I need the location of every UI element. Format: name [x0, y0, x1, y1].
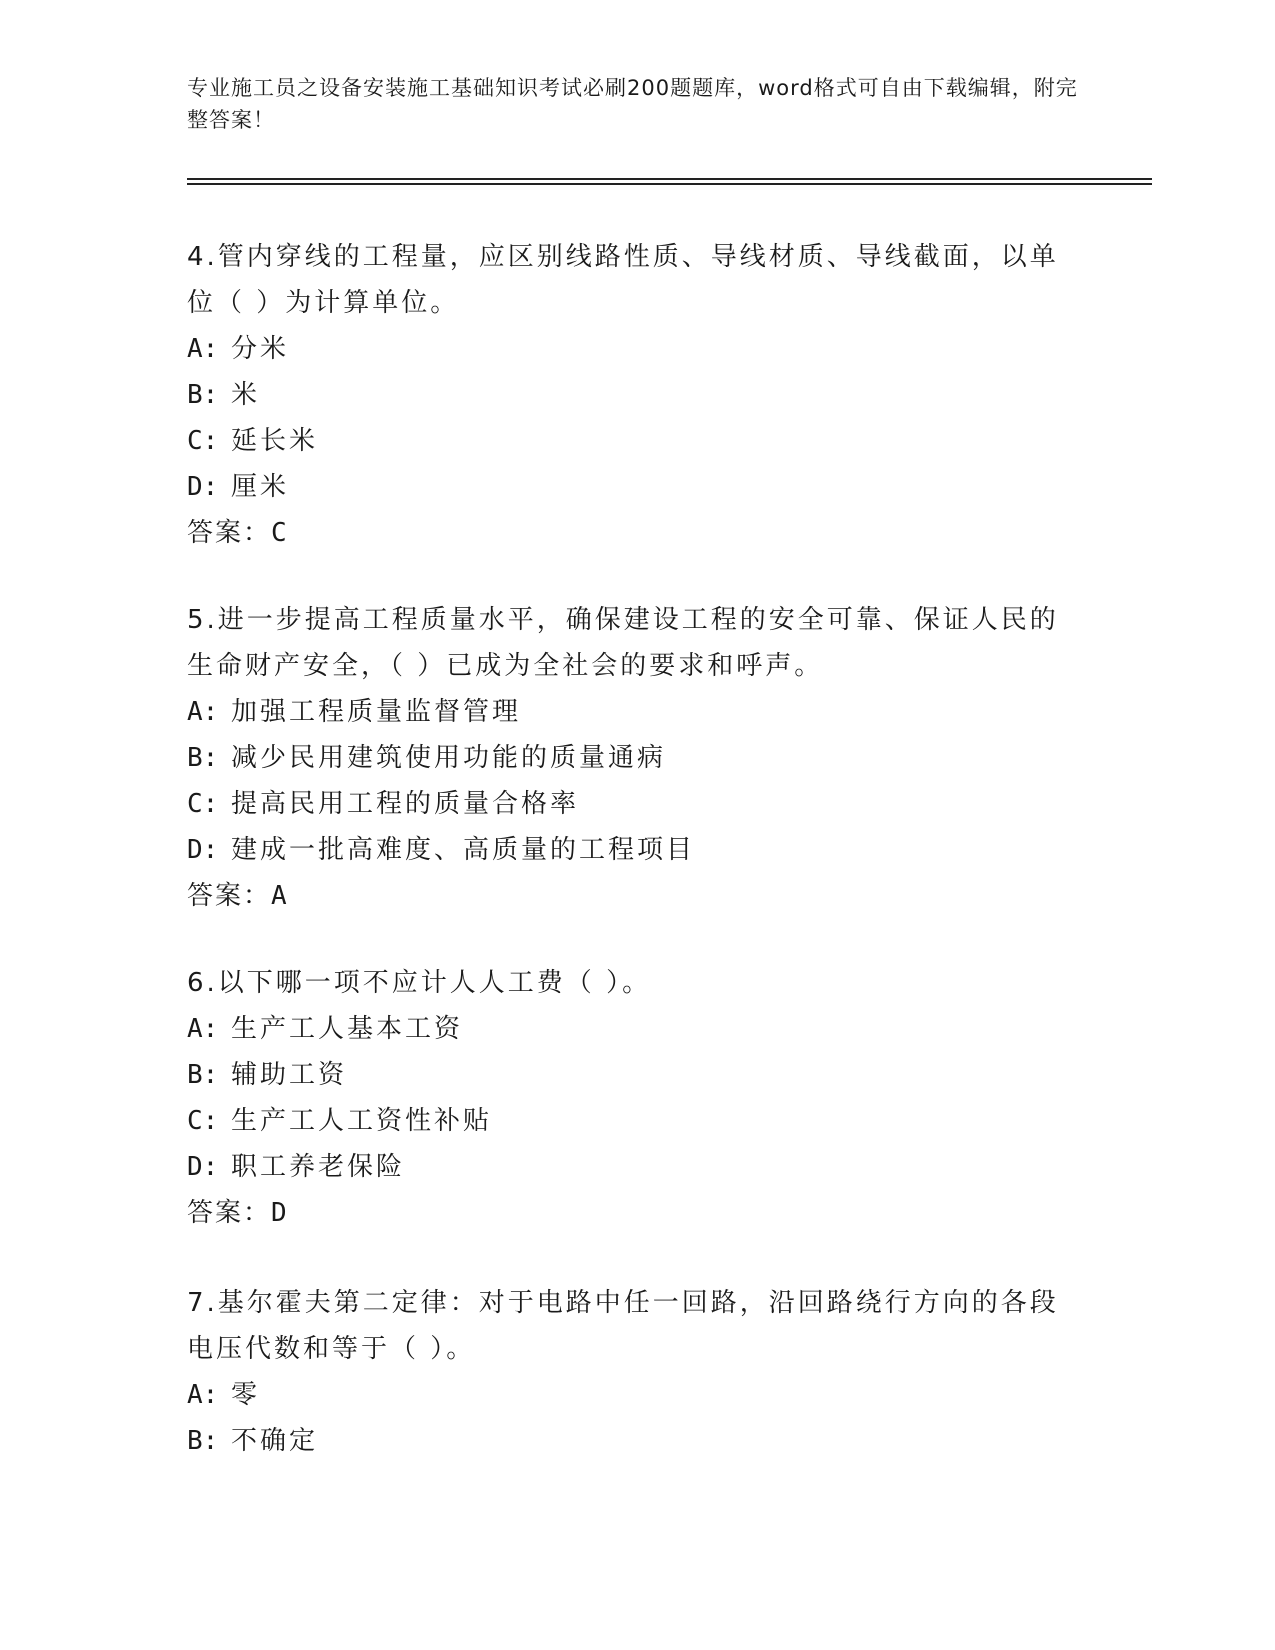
option-letter: A:	[187, 1380, 219, 1410]
option-a	[187, 1006, 1087, 1052]
option-text: 生产工人工资性补贴	[231, 1106, 493, 1136]
document-header-title: 专业施工员之设备安装施工基础知识考试必刷200题题库，word格式可自由下载编辑，附完整答案！	[187, 76, 1078, 132]
option-text: 零	[231, 1380, 261, 1410]
answer-value: A	[271, 881, 287, 911]
option-letter: B:	[187, 380, 219, 410]
answer-value: C	[271, 518, 287, 548]
answer-line	[187, 873, 1087, 919]
option-letter: A:	[187, 1014, 219, 1044]
question-6	[187, 960, 1087, 1236]
option-letter: B:	[187, 743, 219, 773]
answer-label: 答案：	[187, 1198, 272, 1228]
option-b	[187, 1418, 1087, 1464]
option-c	[187, 1098, 1087, 1144]
option-d	[187, 827, 1087, 873]
option-a	[187, 689, 1087, 735]
option-text: 生产工人基本工资	[231, 1014, 464, 1044]
header-divider-bottom	[187, 183, 1152, 185]
option-text: 延长米	[231, 426, 319, 456]
option-text: 建成一批高难度、高质量的工程项目	[231, 835, 696, 865]
option-letter: C:	[187, 1106, 219, 1136]
option-letter: D:	[187, 1152, 219, 1182]
option-text: 厘米	[231, 472, 290, 502]
option-b	[187, 735, 1087, 781]
option-d	[187, 464, 1087, 510]
option-d	[187, 1144, 1087, 1190]
answer-value: D	[271, 1198, 287, 1228]
option-text: 辅助工资	[231, 1060, 348, 1090]
option-b	[187, 1052, 1087, 1098]
option-text: 不确定	[231, 1426, 319, 1456]
question-stem: 7.基尔霍夫第二定律：对于电路中任一回路，沿回路绕行方向的各段电压代数和等于（ ）。	[187, 1288, 1059, 1364]
option-letter: D:	[187, 472, 219, 502]
option-letter: B:	[187, 1060, 219, 1090]
question-stem: 4.管内穿线的工程量，应区别线路性质、导线材质、导线截面，以单位（ ）为计算单位。	[187, 242, 1059, 318]
option-letter: D:	[187, 835, 219, 865]
answer-label: 答案：	[187, 881, 272, 911]
option-letter: C:	[187, 789, 219, 819]
question-5	[187, 597, 1087, 919]
question-stem: 6.以下哪一项不应计人人工费（ ）。	[187, 968, 652, 998]
option-a	[187, 326, 1087, 372]
question-4	[187, 234, 1087, 556]
question-7	[187, 1280, 1087, 1464]
option-letter: A:	[187, 334, 219, 364]
option-letter: B:	[187, 1426, 219, 1456]
question-stem: 5.进一步提高工程质量水平，确保建设工程的安全可靠、保证人民的生命财产安全，（ ）已成为全社会的要求和呼声。	[187, 605, 1059, 681]
answer-label: 答案：	[187, 518, 272, 548]
option-text: 提高民用工程的质量合格率	[231, 789, 580, 819]
option-text: 加强工程质量监督管理	[231, 697, 522, 727]
option-a	[187, 1372, 1087, 1418]
answer-line	[187, 510, 1087, 556]
answer-line	[187, 1190, 1087, 1236]
option-letter: C:	[187, 426, 219, 456]
option-c	[187, 781, 1087, 827]
option-text: 分米	[231, 334, 290, 364]
option-c	[187, 418, 1087, 464]
option-text: 职工养老保险	[231, 1152, 406, 1182]
option-letter: A:	[187, 697, 219, 727]
header-divider-top	[187, 178, 1152, 180]
option-text: 米	[231, 380, 261, 410]
option-text: 减少民用建筑使用功能的质量通病	[231, 743, 667, 773]
option-b	[187, 372, 1087, 418]
